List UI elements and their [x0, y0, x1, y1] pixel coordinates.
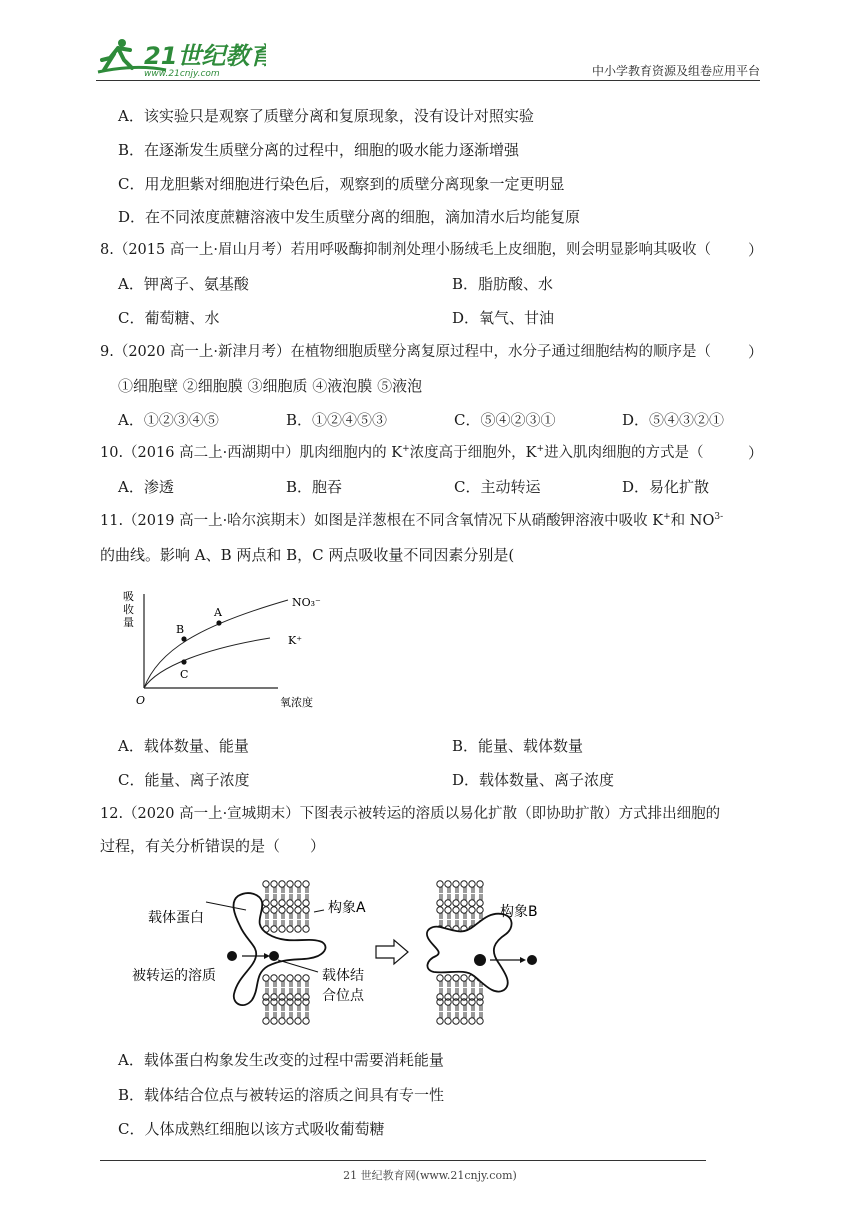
q12-option-c: C．人体成熟红细胞以该方式吸收葡萄糖	[118, 1120, 385, 1138]
carrier-protein-a	[234, 893, 326, 1005]
page-header	[96, 34, 760, 82]
q9-close: ）	[748, 343, 764, 361]
pointer-binding	[278, 960, 318, 972]
q12-stem-line1: 12.（2020 高一上·宣城期末）下图表示被转运的溶质以易化扩散（即协助扩散）方式排出细胞的	[100, 806, 721, 822]
q8-close: ）	[748, 241, 764, 259]
q12-option-a: A．载体蛋白构象发生改变的过程中需要消耗能量	[118, 1051, 444, 1069]
chart-xlabel: 氧浓度	[280, 696, 313, 709]
q11-option-b: B．能量、载体数量	[452, 737, 584, 755]
membrane-left-top	[263, 881, 309, 932]
q8-option-c: C．葡萄糖、水	[118, 309, 220, 327]
header-divider	[96, 80, 760, 81]
point-a	[216, 620, 221, 625]
q11-stem-line2: 的曲线。影响 A、B 两点和 B，C 两点吸收量不同因素分别是(	[100, 546, 515, 564]
membrane-right-bottom	[437, 975, 483, 1024]
point-b-label: B	[176, 623, 185, 636]
label-solute: 被转运的溶质	[132, 968, 216, 984]
solute-dot-left	[227, 951, 237, 961]
chart-ylabel-1: 吸	[123, 590, 134, 603]
label-binding-site-2: 合位点	[322, 988, 364, 1004]
q10-option-a: A．渗透	[118, 478, 174, 496]
q12-diagram	[128, 876, 558, 1036]
label-conformation-b: 构象B	[500, 904, 538, 920]
svg-text:21世纪教育: 21世纪教育	[144, 42, 266, 70]
q7-option-c: C．用龙胆紫对细胞进行染色后，观察到的质壁分离现象一定更明显	[118, 175, 565, 193]
label-carrier-protein: 载体蛋白	[148, 910, 204, 926]
q10-close: ）	[748, 444, 764, 462]
q9-stem: 9.（2020 高一上·新津月考）在植物细胞质壁分离复原过程中，水分子通过细胞结构的顺序是（	[100, 344, 711, 360]
q8-option-a: A．钾离子、氨基酸	[118, 275, 249, 293]
q10-option-d: D．易化扩散	[622, 478, 710, 496]
q12-option-b: B．载体结合位点与被转运的溶质之间具有专一性	[118, 1086, 445, 1104]
series-no3-label: NO₃⁻	[292, 596, 321, 609]
q11-option-d: D．载体数量、离子浓度	[452, 771, 615, 789]
label-conformation-a: 构象A	[328, 900, 366, 916]
q8-option-b: B．脂肪酸、水	[452, 275, 554, 293]
transition-arrow	[376, 940, 408, 964]
q10-option-b: B．胞吞	[286, 478, 343, 496]
q7-option-d: D．在不同浓度蔗糖溶液中发生质壁分离的细胞，滴加清水后均能复原	[118, 208, 581, 226]
q9-option-d: D．⑤④③②①	[622, 411, 725, 429]
q7-option-a: A．该实验只是观察了质壁分离和复原现象，没有设计对照实验	[118, 107, 534, 125]
pointer-conformation-a	[314, 910, 324, 912]
label-binding-site-1: 载体结	[322, 968, 364, 984]
q9-option-a: A．①②③④⑤	[118, 411, 219, 429]
logo	[96, 34, 266, 78]
q9-items: ①细胞壁 ②细胞膜 ③细胞质 ④液泡膜 ⑤液泡	[118, 377, 423, 395]
footer-divider	[100, 1160, 706, 1161]
point-c	[181, 659, 186, 664]
chart-ylabel-3: 量	[123, 616, 134, 629]
point-a-label: A	[214, 606, 222, 619]
footer-text: 21 世纪教育网(www.21cnjy.com)	[343, 1169, 517, 1182]
q10-stem: 10.（2016 高二上·西湖期中）肌肉细胞内的 K+浓度高于细胞外，K+进入肌肉细胞的方式是（	[100, 444, 704, 461]
chart-origin: O	[136, 694, 146, 707]
solute-dot-right-outer	[527, 955, 537, 965]
q11-option-a: A．载体数量、能量	[118, 737, 249, 755]
binding-site-dot	[269, 951, 279, 961]
q12-stem-line2: 过程，有关分析错误的是（ ）	[100, 837, 326, 855]
svg-text:www.21cnjy.com: www.21cnjy.com	[144, 69, 220, 78]
chart-ylabel-2: 收	[123, 603, 134, 616]
q8-stem: 8.（2015 高一上·眉山月考）若用呼吸酶抑制剂处理小肠绒毛上皮细胞，则会明显影响其吸收（	[100, 242, 711, 258]
q10-option-c: C．主动转运	[454, 478, 541, 496]
point-c-label: C	[180, 668, 189, 681]
series-k-label: K⁺	[288, 634, 303, 647]
platform-name: 中小学教育资源及组卷应用平台	[591, 64, 760, 78]
point-b	[181, 636, 186, 641]
q11-stem-line1: 11.（2019 高一上·哈尔滨期末）如图是洋葱根在不同含氧情况下从硝酸钾溶液中吸收 K+和 $NO^{3-}$	[100, 512, 724, 529]
membrane-left-bottom	[263, 975, 309, 1024]
q8-option-d: D．氧气、甘油	[452, 309, 555, 327]
q9-option-c: C．⑤④②③①	[454, 411, 556, 429]
q7-option-b: B．在逐渐发生质壁分离的过程中，细胞的吸水能力逐渐增强	[118, 141, 520, 159]
series-k-line	[144, 638, 270, 688]
q11-option-c: C．能量、离子浓度	[118, 771, 250, 789]
solute-dot-right-inner	[474, 954, 486, 966]
q9-option-b: B．①②④⑤③	[286, 411, 388, 429]
q11-chart	[118, 586, 328, 720]
